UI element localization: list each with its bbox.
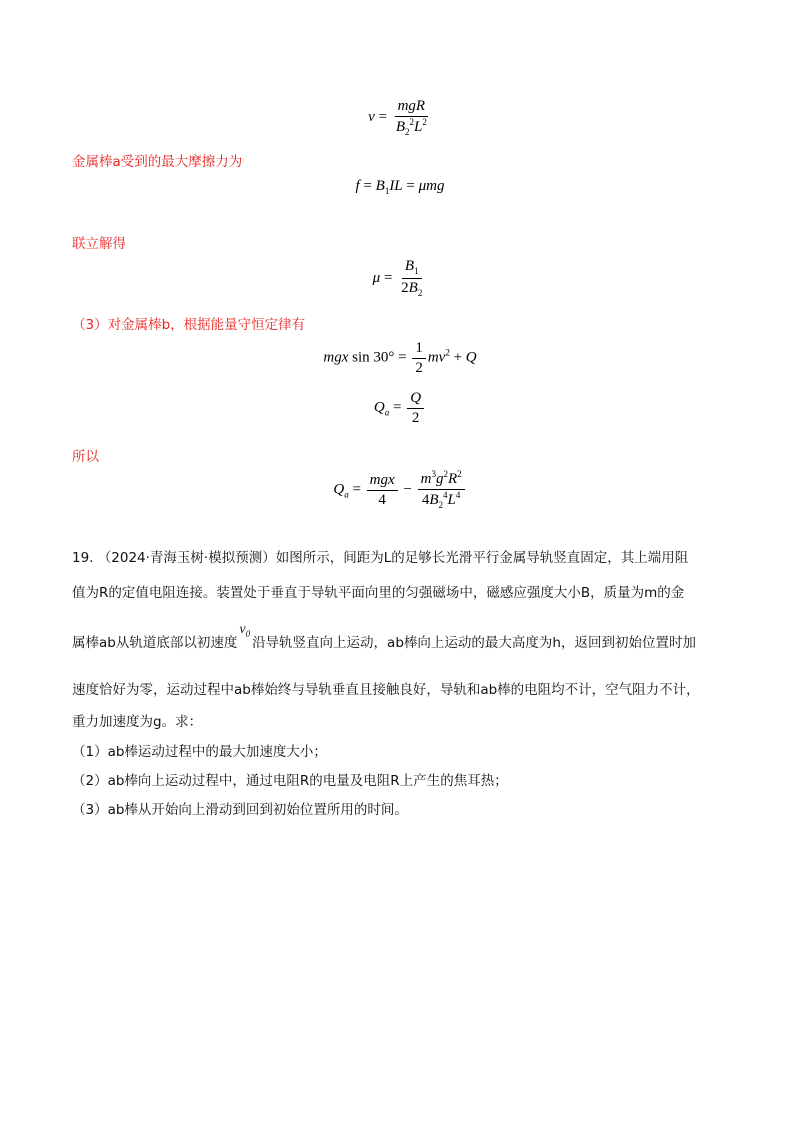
question-stem-3b: 沿导轨竖直向上运动，ab棒向上运动的最大高度为h，返回到初始位置时加 bbox=[252, 635, 696, 651]
question-stem-2: 值为R的定值电阻连接。装置处于垂直于导轨平面向里的匀强磁场中，磁感应强度大小B，质量为m的金 bbox=[72, 585, 685, 601]
solution-line-part3: （3）对金属棒b，根据能量守恒定律有 bbox=[72, 317, 306, 333]
equation-mu: μ = $\frac{B_1}{2B_2}$ bbox=[372, 258, 423, 298]
question-stem-4: 速度恰好为零，运动过程中ab棒始终与导轨垂直且接触良好，导轨和ab棒的电阻均不计，空气阻力不计， bbox=[72, 682, 700, 698]
initial-velocity-symbol: $v_0$ bbox=[239, 622, 251, 639]
question-part-2: （2）ab棒向上运动过程中，通过电阻R的电量及电阻R上产生的焦耳热； bbox=[72, 773, 508, 789]
question-part-3: （3）ab棒从开始向上滑动到回到初始位置所用的时间。 bbox=[72, 802, 408, 818]
equation-energy: mgx sin 30° = $\frac{1}{2}$ $mv^2 + Q$ bbox=[323, 340, 477, 376]
question-part-1: （1）ab棒运动过程中的最大加速度大小； bbox=[72, 744, 327, 760]
question-stem-1: 如图所示，间距为L的足够长光滑平行金属导轨竖直固定，其上端用阻 bbox=[275, 550, 689, 566]
question-line-1 bbox=[72, 546, 688, 566]
question-stem-3a: 属棒ab从轨道底部以初速度 bbox=[72, 635, 238, 651]
equation-velocity: v = $\frac{\text{mgR}}{B_2^2L^2}$ bbox=[368, 98, 427, 137]
solution-line-metal-a: 金属棒a受到的最大摩擦力为 bbox=[72, 154, 243, 170]
question-source: （2024·青海玉树·模拟预测） bbox=[97, 550, 276, 566]
solution-line-therefore: 所以 bbox=[72, 449, 99, 465]
question-line-3 bbox=[72, 622, 696, 653]
solution-line-combine: 联立解得 bbox=[72, 236, 126, 252]
equation-qa-final: $Q_a$ = $\frac{\text{mgx}}{4}$ − $\frac{m^3g^2R^2}{4B_2^4L^4}$ bbox=[0, 470, 800, 510]
question-number: 19. bbox=[72, 550, 94, 566]
equation-qa-half: $Q_a$ = $\frac{Q}{2}$ bbox=[0, 390, 800, 426]
question-stem-5: 重力加速度为g。求： bbox=[72, 714, 203, 730]
equation-friction: $f = B_1IL = \mu mg$ bbox=[355, 178, 445, 196]
